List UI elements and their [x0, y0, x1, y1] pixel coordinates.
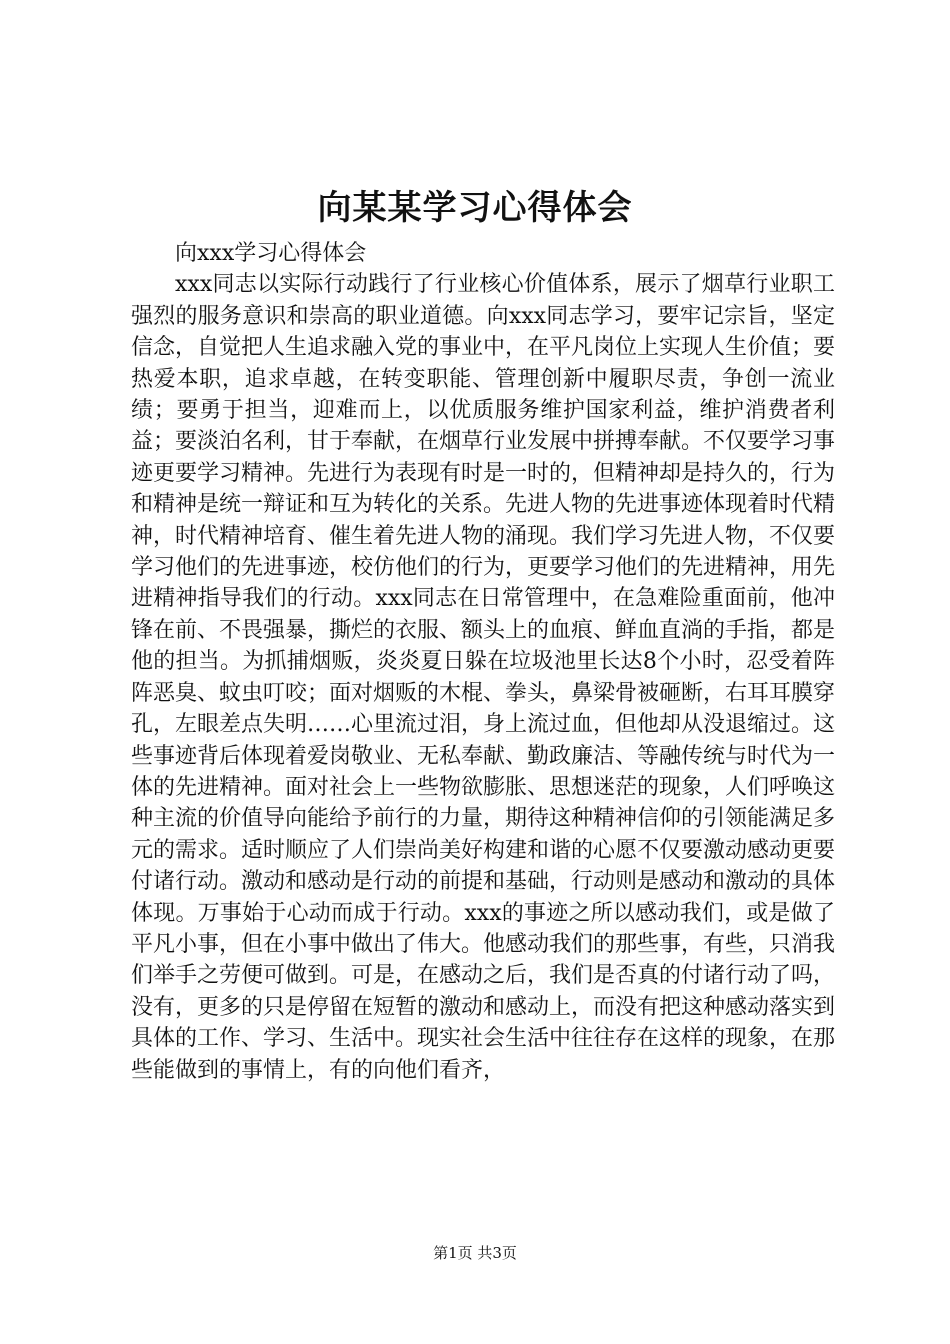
- page-footer: 第1页 共3页: [433, 1244, 517, 1262]
- document-subtitle: 向xxx学习心得体会: [175, 241, 367, 266]
- document-body: [131, 238, 835, 1086]
- document-title: 向某某学习心得体会: [317, 188, 633, 228]
- body-paragraph: xxx同志以实际行动践行了行业核心价值体系，展示了烟草行业职工强烈的服务意识和崇高的职业道德。向xxx同志学习，要牢记宗旨，坚定信念，自觉把人生追求融入党的事业中，在平凡岗位上实现人生价值；要热爱本职，追求卓越，在转变职能、管理创新中履职尽责，争创一流业绩；要勇于担当，迎难而上，以优质服务维护国家利益，维护消费者利益；要淡泊名利，甘于奉献，在烟草行业发展中拼搏奉献。不仅要学习事迹更要学习精神。先进行为表现有时是一时的，但精神却是持久的，行为和精神是统一辩证和互为转化的关系。先进人物的先进事迹体现着时代精神，时代精神培育、催生着先进人物的涌现。我们学习先进人物，不仅要学习他们的先进事迹，校仿他们的行为，更要学习他们的先进精神，用先进精神指导我们的行动。xxx同志在日常管理中，在急难险重面前，他冲锋在前、不畏强暴，撕烂的衣服、额头上的血痕、鲜血直淌的手指，都是他的担当。为抓捕烟贩，炎炎夏日躲在垃圾池里长达8个小时，忍受着阵阵恶臭、蚊虫叮咬；面对烟贩的木棍、拳头，鼻梁骨被砸断，右耳耳膜穿孔，左眼差点失明……心里流过泪，身上流过血，但他却从没退缩过。这些事迹背后体现着爱岗敬业、无私奉献、勤政廉洁、等融传统与时代为一体的先进精神。面对社会上一些物欲膨胀、思想迷茫的现象，人们呼唤这种主流的价值导向能给予前行的力量，期待这种精神信仰的引领能满足多元的需求。适时顺应了人们崇尚美好构建和谐的心愿不仅要激动感动更要付诸行动。激动和感动是行动的前提和基础，行动则是感动和激动的具体体现。万事始于心动而成于行动。xxx的事迹之所以感动我们，或是做了平凡小事，但在小事中做出了伟大。他感动我们的那些事，有些，只消我们举手之劳便可做到。可是，在感动之后，我们是否真的付诸行动了吗，没有，更多的只是停留在短暂的激动和感动上，而没有把这种感动落实到具体的工作、学习、生活中。现实社会生活中往往存在这样的现象，在那些能做到的事情上，有的向他们看齐，: [131, 272, 836, 1083]
